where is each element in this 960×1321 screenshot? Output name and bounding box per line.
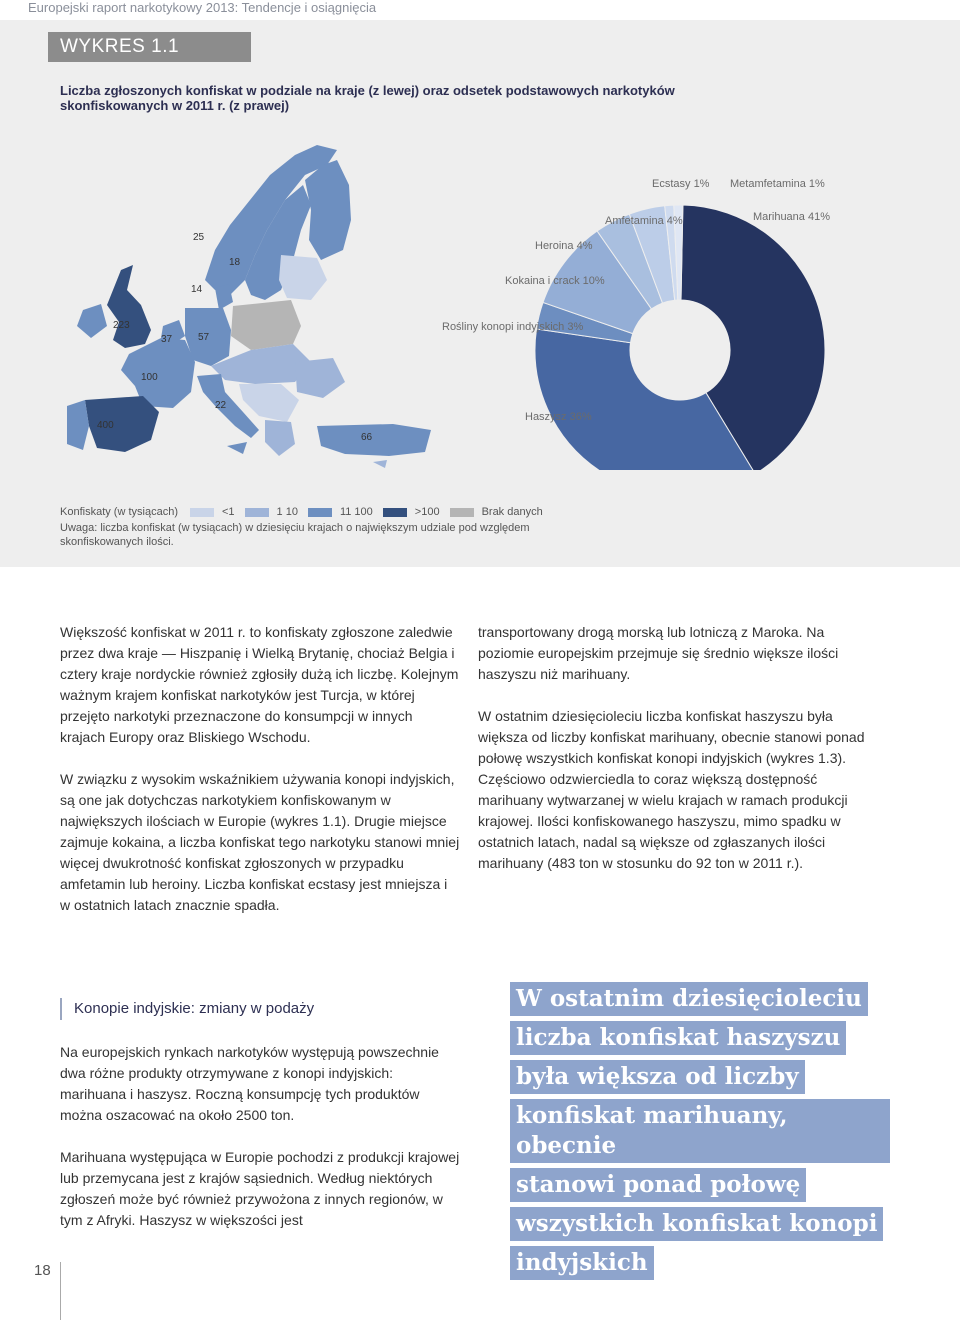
legend-swatch [383,508,407,517]
legend-item-no-data [450,506,543,518]
map-romania [295,358,345,398]
map-turkey [317,424,431,456]
pull-quote [510,982,890,1285]
legend-label: 1 10 [276,506,298,518]
legend-label: <1 [221,506,235,518]
europe-map [55,130,435,480]
body-column-left [60,622,460,937]
pull-quote-line: wszystkich konfiskat konopi [510,1207,883,1241]
map-uk [107,265,151,348]
map-balkans [239,384,299,422]
pull-quote-line: liczba konfiskat haszyszu [510,1021,846,1055]
body-column-right [478,622,878,895]
map-label-germany: 57 [198,332,210,343]
map-finland [305,160,351,260]
body-paragraph: W związku z wysokim wskaźnikiem używania konopi indyjskich, są one jak dotychczas narkotykiem konfiskowanym w największych ilościach w Europie (wykres 1.1). Drugie miejsce zajmuje kokaina, a liczba konfiskat tego narkotyku stanowi mniej więcej dwukrotność konfiskat zgłoszonych w przypadku amfetamin lub heroiny. Liczba konfiskat ecstasy jest mniejsza i w ostatnich latach znacznie spadła. [60,771,460,913]
legend-item-1-10 [245,506,298,518]
body-paragraph: W ostatnim dziesięcioleciu liczba konfiskat haszyszu była większa od liczby konfiskat marihuany, obecnie stanowi ponad połowę wszystkich konfiskat konopi indyjskich (wykres 1.3). Częściowo odzwierciedla to coraz większą dostępność marihuany wytwarzanej w wielu krajach w ramach produkcji krajowej. Ilości konfiskowanego haszyszu, mimo spadku w ostatnich latach, nadal są większe od zgłaszanych ilości marihuany (483 ton w stosunku do 92 ton w 2011 r.). [478,708,865,871]
map-legend [60,506,553,518]
map-label-norway: 25 [193,232,205,243]
donut-slice-label: Amfetamina 4% [605,215,683,227]
map-label-italy: 22 [215,400,227,411]
map-portugal [67,400,89,450]
map-ireland [77,304,107,338]
figure-label: WYKRES 1.1 [48,32,251,62]
map-baltics [279,255,327,300]
legend-swatch [190,508,214,517]
donut-chart [430,170,850,470]
donut-slice-label: Haszysz 36% [525,411,592,423]
legend-label: Brak danych [481,506,543,518]
legend-item-11-100 [308,506,373,518]
legend-item-lt1 [190,506,235,518]
map-label-france: 100 [141,372,158,383]
legend-swatch [245,508,269,517]
running-head: Europejski raport narkotykowy 2013: Tendencje i osiągnięcia [28,0,377,15]
map-label-benelux: 37 [161,334,173,345]
donut-slice-label: Rośliny konopi indyjskich 3% [442,321,584,333]
donut-slice-label: Kokaina i crack 10% [505,275,605,287]
legend-item-gt100 [383,506,440,518]
legend-title: Konfiskaty (w tysiącach) [60,506,178,518]
body-paragraph: Większość konfiskat w 2011 r. to konfiskaty zgłoszone zaledwie przez dwa kraje — Hiszpanię i Wielką Brytanię, chociaż Belgia i cztery kraje nordyckie również zgłosiły dużą ich liczbę. Kolejnym ważnym krajem konfiskat narkotyków jest Turcja, w której przejęto narkotyki przeznaczone do konsumpcji w innych krajach Europy oraz Bliskiego Wschodu. [60,624,459,745]
box-paragraph: Na europejskich rynkach narkotyków występują powszechnie dwa różne produkty otrzymywane z konopi indyjskich: marihuana i haszysz. Roczną konsumpcję tych produktów można oszacować na około 2500 ton. [60,1044,439,1123]
legend-label: 11 100 [339,506,373,518]
pull-quote-line: stanowi ponad połowę [510,1168,806,1202]
donut-slice-label: Ecstasy 1% [652,178,710,190]
map-cyprus [373,460,387,468]
page-rule [60,1262,61,1320]
box-paragraph: Marihuana występująca w Europie pochodzi z produkcji krajowej lub przemycana jest z krajów sąsiednich. Według niektórych zgłoszeń może być również przywożona z innych regionów, w tym z Afryki. Haszysz w większości jest [60,1149,460,1228]
page-number: 18 [34,1262,51,1279]
box-text [60,1042,460,1252]
figure-caption: Liczba zgłoszonych konfiskat w podziale na kraje (z lewej) oraz odsetek podstawowych narkotyków skonfiskowanych w 2011 r. (z prawej) [60,83,675,113]
pull-quote-line: W ostatnim dziesięcioleciu [510,982,868,1016]
pull-quote-line: konfiskat marihuany, obecnie [510,1099,890,1163]
map-label-denmark: 14 [191,284,203,295]
donut-slice-label: Metamfetamina 1% [730,178,825,190]
map-sicily [227,442,247,454]
donut-slice-label: Marihuana 41% [752,211,830,223]
legend-swatch [450,508,474,517]
box-title: Konopie indyjskie: zmiany w podaży [60,998,314,1020]
legend-label: >100 [414,506,440,518]
donut-slice-label: Heroina 4% [535,240,593,252]
map-label-turkey: 66 [361,432,373,443]
map-greece [265,420,295,456]
body-paragraph: transportowany drogą morską lub lotniczą z Maroka. Na poziomie europejskim przejmuje się średnio większe ilości haszyszu niż marihuany. [478,624,839,682]
map-label-sweden: 18 [229,257,241,268]
map-label-spain: 400 [97,420,114,431]
map-label-uk: 223 [113,320,130,331]
map-poland [231,300,301,350]
figure-note: Uwaga: liczba konfiskat (w tysiącach) w dziesięciu krajach o największym udziale pod względem skonfiskowanych ilości. [60,522,530,548]
pull-quote-line: indyjskich [510,1246,654,1280]
pull-quote-line: była większa od liczby [510,1060,805,1094]
legend-swatch [308,508,332,517]
